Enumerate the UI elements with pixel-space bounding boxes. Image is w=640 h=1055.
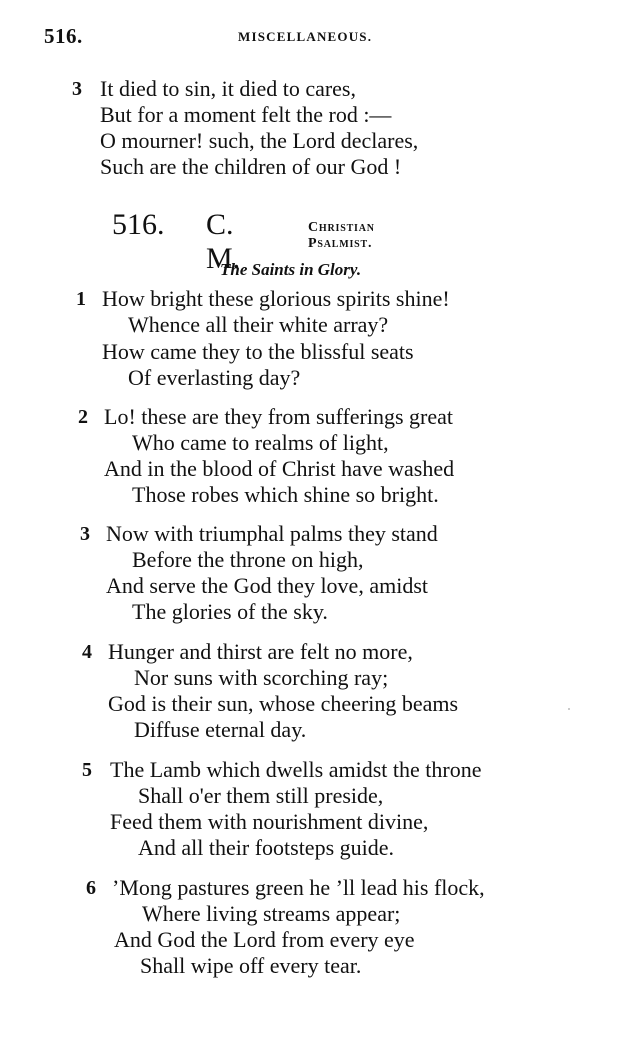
verse-line: How bright these glorious spirits shine! [102, 286, 450, 311]
verse-line: And in the blood of Christ have washed [104, 456, 455, 481]
verse-number: 6 [86, 877, 96, 899]
verse-line: Nor suns with scorching ray; [134, 665, 389, 690]
page-header [44, 24, 604, 54]
verse-line: And serve the God they love, amidst [106, 573, 428, 598]
verse-number: 3 [72, 78, 82, 100]
verse-number: 3 [80, 523, 90, 545]
verse-number: 2 [78, 406, 88, 428]
verse-line: Hunger and thirst are felt no more, [108, 639, 413, 664]
hymn-title: The Saints in Glory. [220, 260, 362, 279]
running-head: MISCELLANEOUS. [238, 29, 373, 44]
verse-line: Such are the children of our God ! [100, 154, 402, 179]
verse-line: Lo! these are they from sufferings great [104, 404, 454, 429]
scan-speck [568, 708, 570, 710]
verse-line: Whence all their white array? [128, 312, 389, 337]
verse-line: Before the throne on high, [132, 547, 364, 572]
hymn-number: 516. [112, 208, 165, 241]
verse-line: O mourner! such, the Lord declares, [100, 128, 419, 153]
verse-line: Where living streams appear; [142, 901, 401, 926]
verse-number: 4 [82, 641, 92, 663]
verse-line: Shall o'er them still preside, [138, 783, 384, 808]
verse-line: God is their sun, whose cheering beams [108, 691, 459, 716]
hymn-source: Christian Psalmist. [308, 220, 375, 251]
verse-line: And God the Lord from every eye [114, 927, 415, 952]
verse-line: It died to sin, it died to cares, [100, 76, 356, 101]
verse-line: Who came to realms of light, [132, 430, 389, 455]
verse-number: 1 [76, 288, 86, 310]
verse-line: Feed them with nourishment divine, [110, 809, 429, 834]
verse-line: Of everlasting day? [128, 365, 301, 390]
page-number: 516. [44, 24, 83, 48]
hymn-meter: C. M. [206, 208, 241, 275]
verse-number: 5 [82, 759, 92, 781]
verse-line: But for a moment felt the rod :— [100, 102, 392, 127]
verse-line: And all their footsteps guide. [138, 835, 395, 860]
verse-line: Those robes which shine so bright. [132, 482, 439, 507]
verse-line: ’Mong pastures green he ’ll lead his flock, [112, 875, 485, 900]
verse-line: Diffuse eternal day. [134, 717, 307, 742]
verse-line: Shall wipe off every tear. [140, 953, 362, 978]
verse-line: How came they to the blissful seats [102, 339, 414, 364]
verse-line: The Lamb which dwells amidst the throne [110, 757, 482, 782]
verse-line: The glories of the sky. [132, 599, 328, 624]
verse-line: Now with triumphal palms they stand [106, 521, 438, 546]
